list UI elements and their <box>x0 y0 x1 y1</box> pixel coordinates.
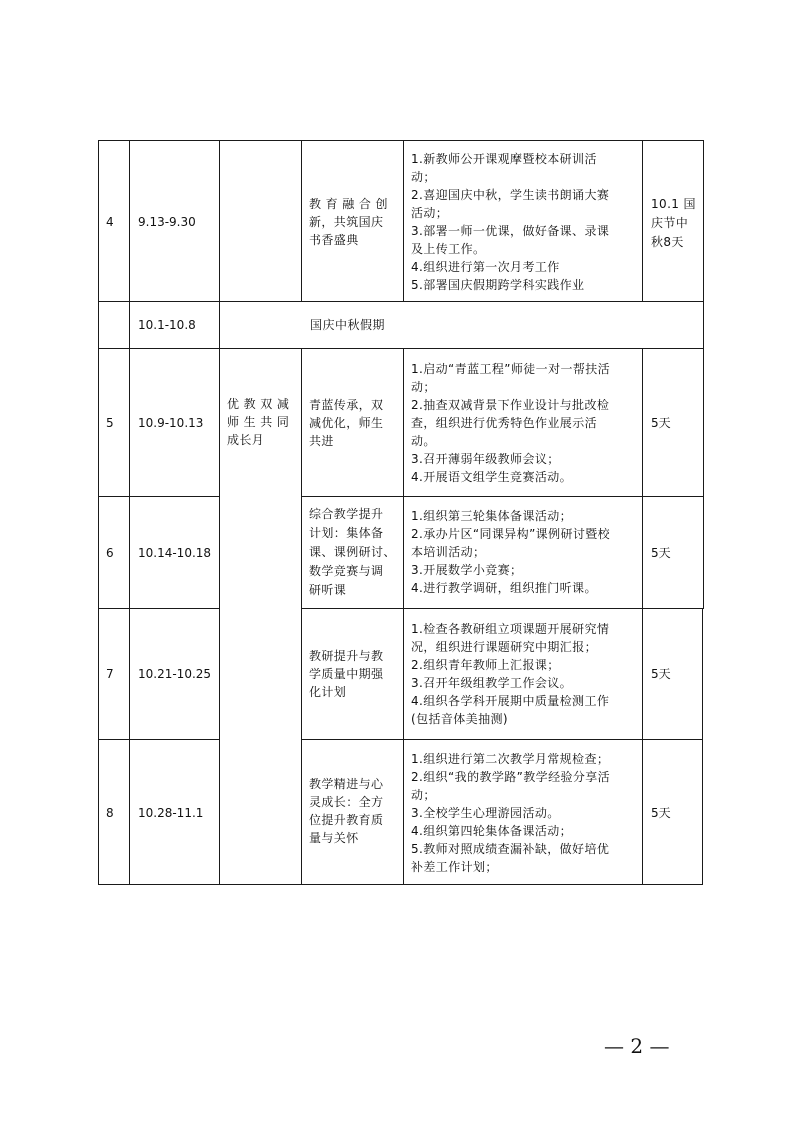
table-border-right <box>702 608 703 885</box>
row-days: 5天 <box>651 667 671 681</box>
row-theme: 教 育 融 合 创 新，共筑国庆 书香盛典 <box>309 197 388 247</box>
col-divider <box>301 348 302 885</box>
col-divider <box>642 348 643 885</box>
row-period: 10.1-10.8 <box>138 318 196 332</box>
col-divider <box>642 140 643 301</box>
row-theme: 综合教学提升 计划：集体备 课、课例研讨、 数学竞赛与调 研听课 <box>309 507 396 597</box>
row-divider <box>98 301 704 302</box>
col-divider <box>301 140 302 301</box>
row-divider <box>301 496 704 497</box>
row-theme: 教学精进与心 灵成长：全方 位提升教育质 量与关怀 <box>309 777 384 845</box>
row-divider <box>98 608 220 609</box>
table-border-top <box>98 140 704 141</box>
row-activities: 1.组织第三轮集体备课活动； 2.承办片区“同课异构”课例研讨暨校 本培训活动； 3.开展数学小竞赛； 4.进行教学调研，组织推门听课。 <box>411 509 611 595</box>
table-border-left <box>98 140 99 885</box>
row-activities: 1.启动“青蓝工程”师徒一对一帮扶活 动； 2.抽查双减背景下作业设计与批改检 查，组织进行优秀特色作业展示活 动。 3.召开薄弱年级教师会议； 4.开展语文组学生竞赛活动。 <box>411 362 611 484</box>
row-number: 4 <box>106 215 114 229</box>
row-theme: 教研提升与教 学质量中期强 化计划 <box>309 649 384 699</box>
row-number: 5 <box>106 416 114 430</box>
row-number: 8 <box>106 806 114 820</box>
row-theme: 青蓝传承，双 减优化，师生 共进 <box>309 398 384 448</box>
row-activities: 1.组织进行第二次教学月常规检查； 2.组织“我的教学路”教学经验分享活 动； 3.全校学生心理游园活动。 4.组织第四轮集体备课活动； 5.教师对照成绩查漏补缺，做好培优 补差工作计划； <box>411 752 611 874</box>
row-activities: 1.检查各教研组立项课题开展研究情 况，组织进行课题研究中期汇报； 2.组织青年教师上汇报课； 3.召开年级组教学工作会议。 4.组织各学科开展期中质量检测工作 (包括音体美抽测) <box>411 622 610 726</box>
row-period: 10.9-10.13 <box>138 416 204 430</box>
row-period: 10.21-10.25 <box>138 667 212 681</box>
row-divider <box>98 739 220 740</box>
row-number: 6 <box>106 546 114 560</box>
holiday-label: 国庆中秋假期 <box>310 318 386 332</box>
row-divider <box>98 496 220 497</box>
row-days: 5天 <box>651 416 671 430</box>
row-days: 5天 <box>651 806 671 820</box>
row-days: 10.1 国 庆节中 秋8天 <box>651 197 696 249</box>
row-days: 5天 <box>651 546 671 560</box>
table-border-right <box>703 140 704 609</box>
col-divider <box>403 140 404 301</box>
row-number: 7 <box>106 667 114 681</box>
row-divider <box>98 348 704 349</box>
table-border-bottom <box>98 884 703 885</box>
col-divider <box>129 140 130 885</box>
col-divider <box>219 140 220 885</box>
month-theme: 优 教 双 减 师 生 共 同 成长月 <box>227 397 290 447</box>
row-activities: 1.新教师公开课观摩暨校本研训活 动； 2.喜迎国庆中秋，学生读书朗诵大赛 活动； 3.部署一师一优课，做好备课、录课 及上传工作。 4.组织进行第一次月考工作 5.部署国庆假期跨学科实践作业 <box>411 152 610 292</box>
row-period: 10.14-10.18 <box>138 546 212 560</box>
row-period: 10.28-11.1 <box>138 806 204 820</box>
col-divider <box>403 348 404 885</box>
page-number: — 2 — <box>604 1034 670 1058</box>
row-period: 9.13-9.30 <box>138 215 196 229</box>
